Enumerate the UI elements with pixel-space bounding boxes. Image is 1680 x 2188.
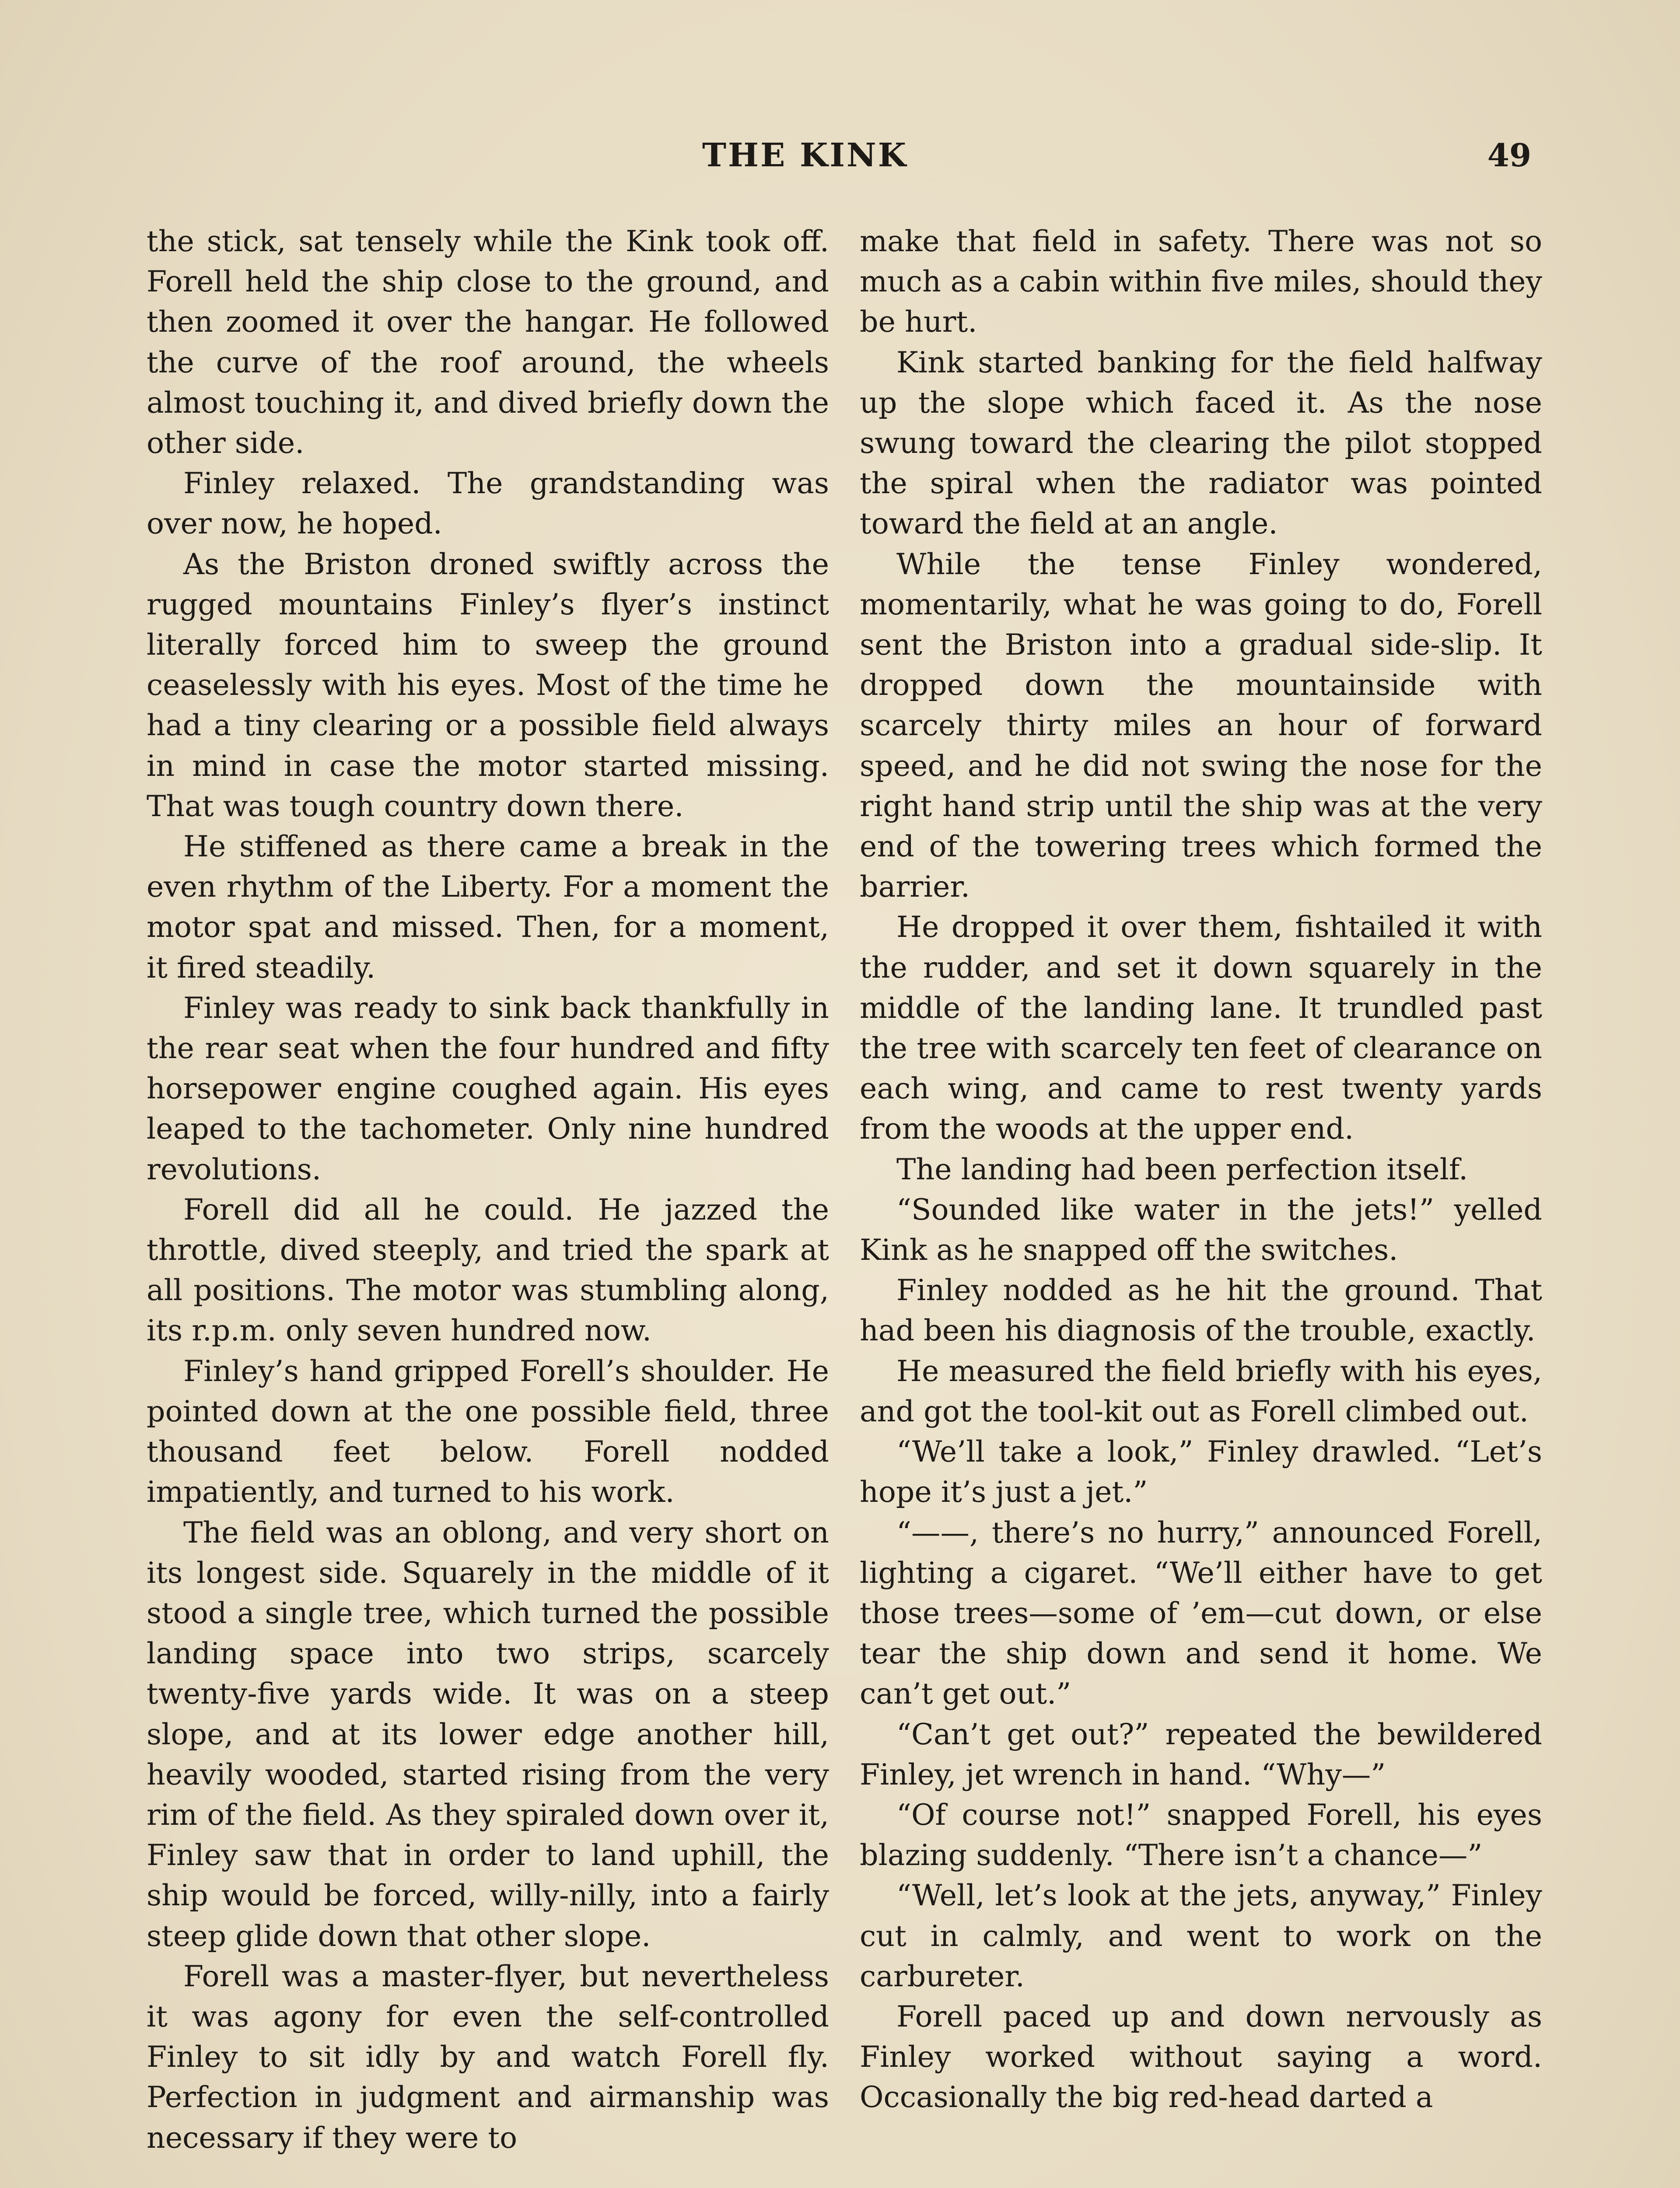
paragraph: He dropped it over them, fishtailed it with the rudder, and set it down squarely in the middle of the landing lane. It trundled past the tree with scarcely ten feet of clearance on each wing, and came to rest twenty yards from the woods at the upper end.	[860, 910, 1542, 1146]
paragraph: “Well, let’s look at the jets, anyway,” Finley cut in calmly, and went to work on the carbureter.	[860, 1878, 1542, 1993]
paragraph: The landing had been perfection itself.	[896, 1152, 1468, 1186]
paragraph: “Can’t get out?” repeated the bewildered Finley, jet wrench in hand. “Why—”	[860, 1717, 1542, 1792]
running-title: THE KINK	[702, 137, 908, 174]
paragraph: He measured the field briefly with his eyes, and got the tool-kit out as Forell climbed out.	[860, 1353, 1542, 1428]
paragraph: Finley’s hand gripped Forell’s shoulder. He pointed down at the one possible field, three thousand feet below. Forell nodded impatiently, and turned to his work.	[147, 1353, 829, 1509]
text-column-left	[147, 221, 829, 2158]
paragraph: Kink started banking for the field halfway up the slope which faced it. As the nose swung toward the clearing the pilot stopped the spiral when the radiator was pointed toward the field at an angle.	[860, 345, 1542, 541]
paragraph: Forell was a master-flyer, but nevertheless it was agony for even the self-controlled Finley to sit idly by and watch Forell fly. Perfection in judgment and airmanship was necessary if they were to	[147, 1959, 829, 2155]
paragraph: Finley nodded as he hit the ground. That had been his diagnosis of the trouble, exactly.	[860, 1273, 1542, 1348]
paragraph: make that field in safety. There was not so much as a cabin within five miles, should they be hurt.	[860, 224, 1542, 339]
paragraph: Forell did all he could. He jazzed the throttle, dived steeply, and tried the spark at all positions. The motor was stumbling along, its r.p.m. only seven hundred now.	[147, 1192, 829, 1348]
paragraph: “——, there’s no hurry,” announced Forell, lighting a cigaret. “We’ll either have to get those trees—some of ’em—cut down, or else tear the ship down and send it home. We can’t get out.”	[860, 1515, 1542, 1711]
paragraph: He stiffened as there came a break in the even rhythm of the Liberty. For a moment the motor spat and missed. Then, for a moment, it fired steadily.	[147, 829, 829, 985]
paragraph: Finley was ready to sink back thankfully in the rear seat when the four hundred and fifty horsepower engine coughed again. His eyes leaped to the tachometer. Only nine hundred revolutions.	[147, 990, 829, 1186]
paragraph: As the Briston droned swiftly across the rugged mountains Finley’s flyer’s instinct literally forced him to sweep the ground ceaselessly with his eyes. Most of the time he had a tiny clearing or a possible field always in mind in case the motor started missing. That was tough country down there.	[147, 547, 829, 823]
paragraph: The field was an oblong, and very short on its longest side. Squarely in the middle of it stood a single tree, which turned the possible landing space into two strips, scarcely twenty-five yards wide. It was on a steep slope, and at its lower edge another hill, heavily wooded, started rising from the very rim of the field. As they spiraled down over it, Finley saw that in order to land uphill, the ship would be forced, willy-nilly, into a fairly steep glide down that other slope.	[147, 1515, 829, 1953]
paragraph: “We’ll take a look,” Finley drawled. “Let’s hope it’s just a jet.”	[860, 1434, 1542, 1509]
paragraph: Forell paced up and down nervously as Finley worked without saying a word. Occasionally the big red-head darted a	[860, 1999, 1542, 2114]
paragraph: While the tense Finley wondered, momentarily, what he was going to do, Forell sent the Briston into a gradual side-slip. It dropped down the mountainside with scarcely thirty miles an hour of forward speed, and he did not swing the nose for the right hand strip until the ship was at the very end of the towering trees which formed the barrier.	[860, 547, 1542, 904]
text-column-right	[860, 221, 1542, 2118]
running-head	[0, 131, 1680, 179]
paragraph: “Of course not!” snapped Forell, his eyes blazing suddenly. “There isn’t a chance—”	[860, 1797, 1542, 1872]
paragraph: Finley relaxed. The grandstanding was over now, he hoped.	[147, 466, 829, 541]
page-number: 49	[1487, 137, 1531, 174]
paragraph: “Sounded like water in the jets!” yelled Kink as he snapped off the switches.	[860, 1192, 1542, 1267]
paragraph: the stick, sat tensely while the Kink took off. Forell held the ship close to the ground, and then zoomed it over the hangar. He followed the curve of the roof around, the wheels almost touching it, and dived briefly down the other side.	[147, 224, 829, 460]
